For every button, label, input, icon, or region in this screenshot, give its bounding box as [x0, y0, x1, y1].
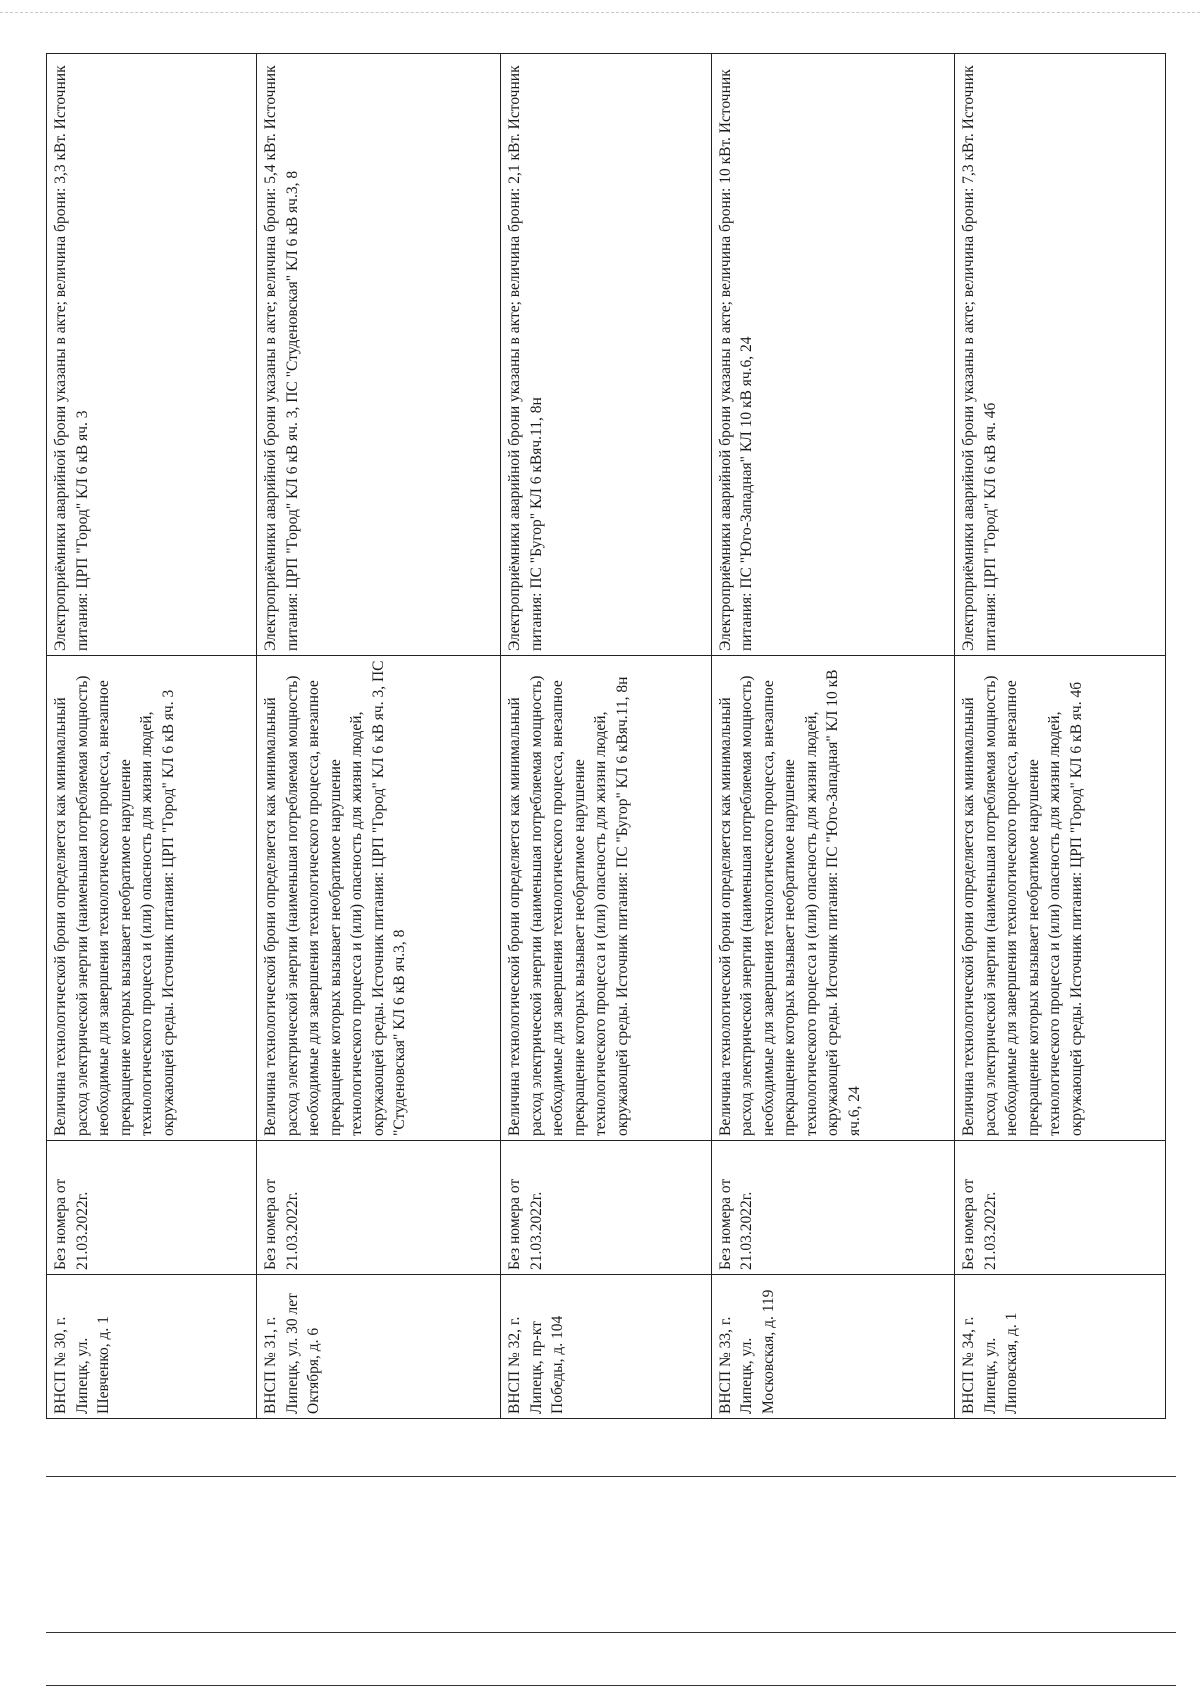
tech-reserve-cell: Величина технологической брони определяется как минимальный расход электрической энергии (наименьшая потребляемая мощность) необходимые для завершения технологического процесса, внезапное прекращение которых вызывает необратимое нарушение технологического процесса и (или) опасность для жизни людей, окружающей среды. Источник питания: ЦРП "Город" КЛ 6 кВ яч. 3, ПС "Студеновская" КЛ 6 кВ яч.3, 8 — [257, 656, 501, 1141]
signature-rule-1 — [46, 1476, 1176, 1477]
tech-reserve-cell: Величина технологической брони определяется как минимальный расход электрической энергии (наименьшая потребляемая мощность) необходимые для завершения технологического процесса, внезапное прекращение которых вызывает необратимое нарушение технологического процесса и (или) опасность для жизни людей, окружающей среды. Источник питания: ПС "Бугор" КЛ 6 кВяч.11, 8н — [501, 656, 711, 1141]
act-cell: Без номера от 21.03.2022г. — [501, 1141, 711, 1275]
reservation-table — [46, 53, 1166, 1419]
emergency-reserve-cell: Электроприёмники аварийной брони указаны в акте; величина брони: 5,4 кВт. Источник питания: ЦРП "Город" КЛ 6 кВ яч. 3, ПС "Студеновская" КЛ 6 кВ яч.3, 8 — [257, 54, 501, 656]
tech-reserve-cell: Величина технологической брони определяется как минимальный расход электрической энергии (наименьшая потребляемая мощность) необходимые для завершения технологического процесса, внезапное прекращение которых вызывает необратимое нарушение технологического процесса и (или) опасность для жизни людей, окружающей среды. Источник питания: ЦРП "Город" КЛ 6 кВ яч. 3 — [47, 656, 257, 1141]
act-cell: Без номера от 21.03.2022г. — [711, 1141, 955, 1275]
object-cell: ВНСП № 33, г. Липецк, ул. Московская, д. 119 — [711, 1275, 955, 1419]
object-cell: ВНСП № 31, г. Липецк, ул. 30 лет Октября, д. 6 — [257, 1275, 501, 1419]
scan-edge — [0, 12, 1200, 13]
table-rotator — [46, 54, 1166, 1419]
rotated-table-area — [46, 54, 1166, 1419]
signature-rule-3 — [46, 1685, 1176, 1686]
table-row — [501, 54, 711, 1419]
emergency-reserve-cell: Электроприёмники аварийной брони указаны в акте; величина брони: 3,3 кВт. Источник питания: ЦРП "Город" КЛ 6 кВ яч. 3 — [47, 54, 257, 656]
emergency-reserve-cell: Электроприёмники аварийной брони указаны в акте; величина брони: 2,1 кВт. Источник питания: ПС "Бугор" КЛ 6 кВяч.11, 8н — [501, 54, 711, 656]
tech-reserve-cell: Величина технологической брони определяется как минимальный расход электрической энергии (наименьшая потребляемая мощность) необходимые для завершения технологического процесса, внезапное прекращение которых вызывает необратимое нарушение технологического процесса и (или) опасность для жизни людей, окружающей среды. Источник питания: ПС "Юго-Западная" КЛ 10 кВ яч.6, 24 — [711, 656, 955, 1141]
signature-rule-2 — [46, 1632, 1176, 1633]
object-cell: ВНСП № 32, г. Липецк, пр-кт Победы, д. 104 — [501, 1275, 711, 1419]
object-cell: ВНСП № 30, г. Липецк, ул. Шевченко, д. 1 — [47, 1275, 257, 1419]
table-row — [47, 54, 257, 1419]
tech-reserve-cell: Величина технологической брони определяется как минимальный расход электрической энергии (наименьшая потребляемая мощность) необходимые для завершения технологического процесса, внезапное прекращение которых вызывает необратимое нарушение технологического процесса и (или) опасность для жизни людей, окружающей среды. Источник питания: ЦРП "Город" КЛ 6 кВ яч. 4б — [955, 656, 1166, 1141]
object-cell: ВНСП № 34, г. Липецк, ул. Липовская, д. 1 — [955, 1275, 1166, 1419]
emergency-reserve-cell: Электроприёмники аварийной брони указаны в акте; величина брони: 10 кВт. Источник питания: ПС "Юго-Западная" КЛ 10 кВ яч.6, 24 — [711, 54, 955, 656]
table-row — [257, 54, 501, 1419]
table-row — [711, 54, 955, 1419]
act-cell: Без номера от 21.03.2022г. — [47, 1141, 257, 1275]
table-row — [955, 54, 1166, 1419]
act-cell: Без номера от 21.03.2022г. — [955, 1141, 1166, 1275]
emergency-reserve-cell: Электроприёмники аварийной брони указаны в акте; величина брони: 7,3 кВт. Источник питания: ЦРП "Город" КЛ 6 кВ яч. 4б — [955, 54, 1166, 656]
act-cell: Без номера от 21.03.2022г. — [257, 1141, 501, 1275]
